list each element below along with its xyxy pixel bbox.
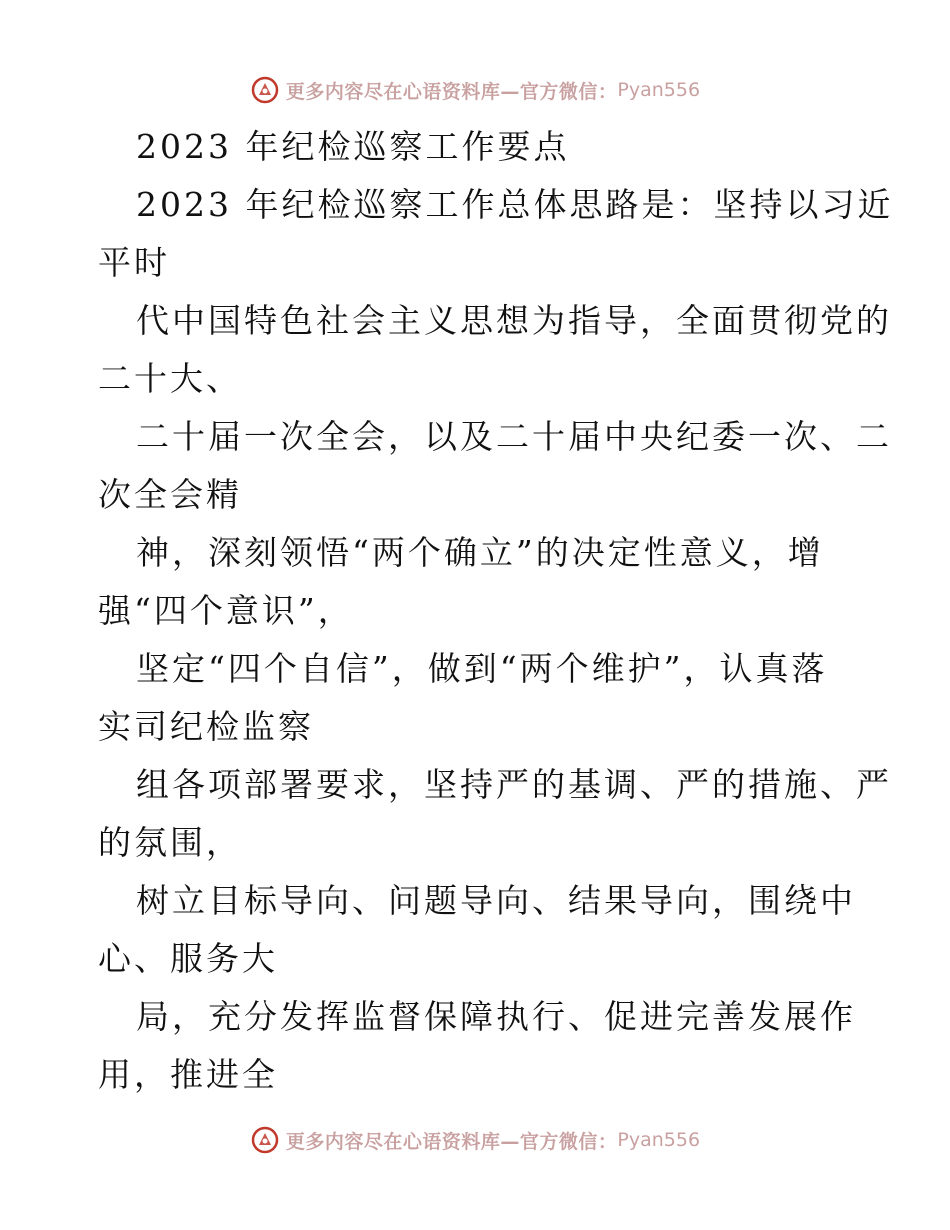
document-line: 的氛围， [98, 823, 242, 862]
document-line: 树立目标导向、问题导向、结果导向，围绕中 [136, 881, 856, 920]
document-line: 代中国特色社会主义思想为指导，全面贯彻党的 [136, 301, 892, 340]
watermark-text: 更多内容尽在心语资料库—官方微信： [285, 1130, 618, 1153]
document-line: 实司纪检监察 [98, 707, 314, 746]
document-line: 局，充分发挥监督保障执行、促进完善发展作 [136, 997, 856, 1036]
header-watermark [0, 70, 950, 110]
red-seal-icon [250, 75, 280, 105]
document-line: 次全会精 [98, 475, 242, 514]
document-line: 2023 年纪检巡察工作总体思路是：坚持以习近 [136, 185, 894, 224]
document-line: 坚定“四个自信”，做到“两个维护”，认真落 [136, 649, 828, 688]
document-line: 组各项部署要求，坚持严的基调、严的措施、严 [136, 765, 892, 804]
document-line: 2023 年纪检巡察工作要点 [136, 127, 570, 166]
footer-watermark [0, 1120, 950, 1160]
document-line: 二十大、 [98, 359, 242, 398]
document-line: 心、服务大 [98, 939, 278, 978]
document-line: 强“四个意识”， [98, 591, 354, 630]
document-line: 平时 [98, 243, 170, 282]
watermark-handle: Pyan556 [617, 1129, 701, 1151]
red-seal-icon [250, 1125, 280, 1155]
document-line: 二十届一次全会，以及二十届中央纪委一次、二 [136, 417, 892, 456]
document-body [98, 118, 894, 1104]
document-line: 用，推进全 [98, 1055, 278, 1094]
watermark-text: 更多内容尽在心语资料库—官方微信： [285, 80, 618, 103]
watermark-handle: Pyan556 [617, 79, 701, 101]
document-line: 神，深刻领悟“两个确立”的决定性意义，增 [136, 533, 824, 572]
